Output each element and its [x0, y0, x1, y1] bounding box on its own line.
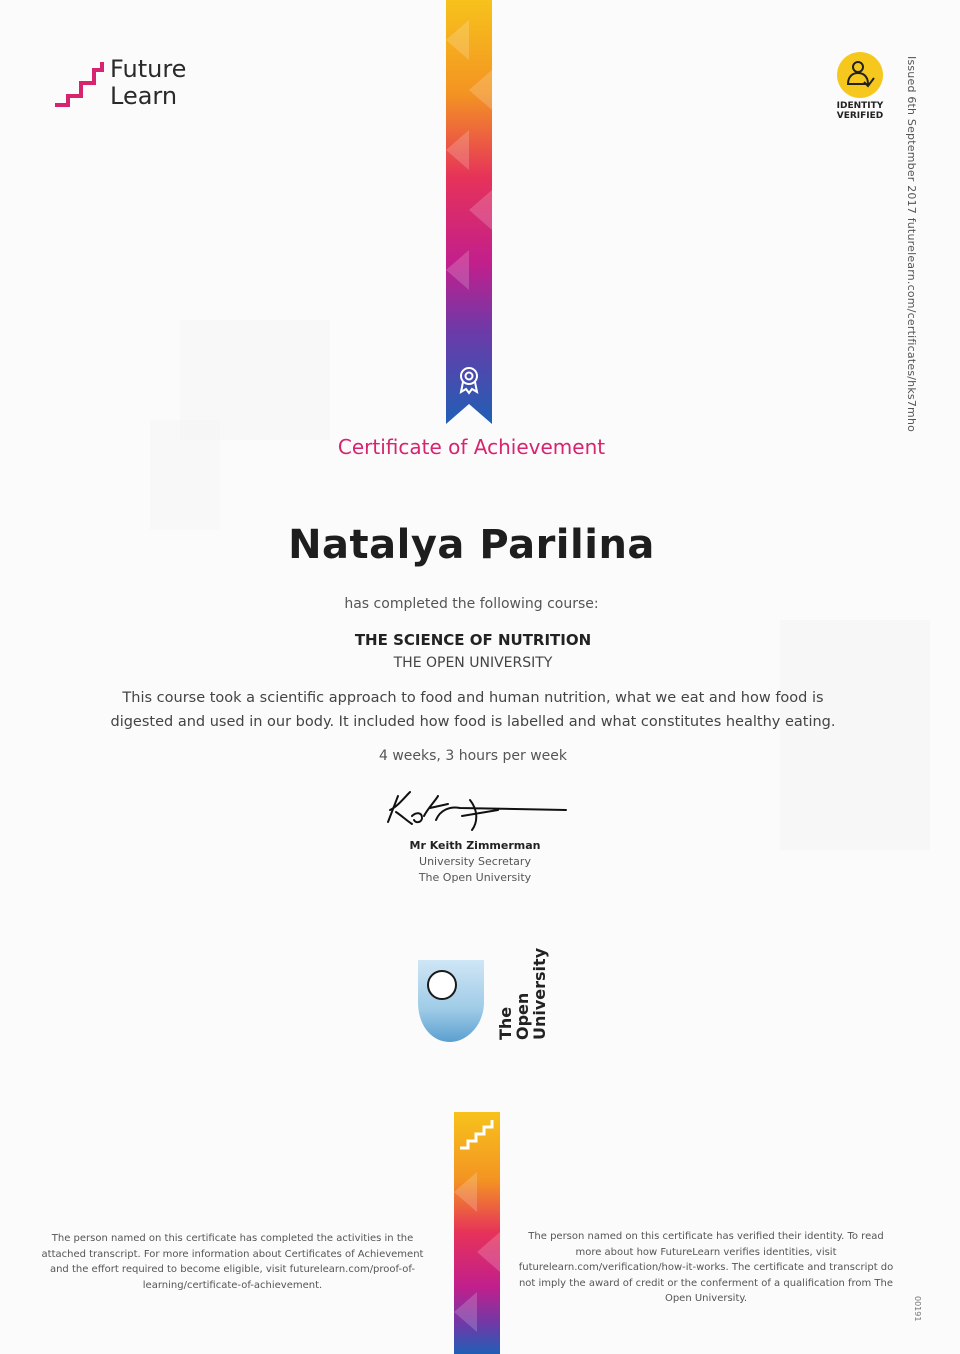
- badge-line2: VERIFIED: [836, 111, 884, 121]
- certificate-title: Certificate of Achievement: [337, 435, 606, 459]
- course-duration: 4 weeks, 3 hours per week: [379, 748, 567, 764]
- signature: [378, 786, 570, 836]
- badge-line1: IDENTITY: [836, 101, 884, 111]
- open-university-wordmark: [496, 947, 549, 1040]
- futurelearn-steps-icon: [460, 1118, 494, 1150]
- signer-block: [374, 838, 576, 886]
- serial-number: 00191: [913, 1296, 922, 1322]
- badge-label: [834, 101, 886, 121]
- identity-verified-badge: [834, 52, 886, 121]
- footer-right-note: The person named on this certificate has verified their identity. To read more about how FutureLearn verifies identities, visit futurelearn.com/verification/how-it-works. The certificate and transcript do not imply the award of credit or the conferment of a qualification from The Open University.: [518, 1231, 894, 1304]
- course-provider: THE OPEN UNIVERSITY: [393, 655, 553, 671]
- futurelearn-steps-icon: [54, 60, 104, 112]
- identity-verified-icon: [837, 52, 883, 98]
- logo-line2: Learn: [110, 82, 178, 110]
- course-title: THE SCIENCE OF NUTRITION: [354, 631, 592, 649]
- signer-role: University Secretary: [419, 855, 531, 868]
- footer-left-note: The person named on this certificate has completed the activities in the attached transcript. For more information about Certificates of Achievement and the effort required to become eligible, visit futurelearn.com/proof-of-learning/certificate-of-achievement.: [41, 1233, 424, 1291]
- recipient-name: Natalya Parilina: [288, 522, 655, 568]
- completed-text: has completed the following course:: [344, 596, 599, 612]
- course-description: This course took a scientific approach to food and human nutrition, what we eat and how food is digested and used in our body. It included how food is labelled and what constitutes healthy eating.: [110, 690, 836, 730]
- ribbon-top: [446, 0, 492, 424]
- issued-date-url: Issued 6th September 2017 futurelearn.com/certificates/hks7mho: [905, 56, 918, 433]
- ou-line2: University: [530, 947, 549, 1040]
- award-icon: [461, 362, 479, 392]
- logo-text: [110, 56, 186, 110]
- signer-org: The Open University: [418, 871, 532, 884]
- signer-name: Mr Keith Zimmerman: [409, 839, 541, 852]
- ou-line1: The Open: [496, 992, 532, 1040]
- futurelearn-logo: [54, 56, 214, 112]
- logo-line1: Future: [110, 55, 187, 83]
